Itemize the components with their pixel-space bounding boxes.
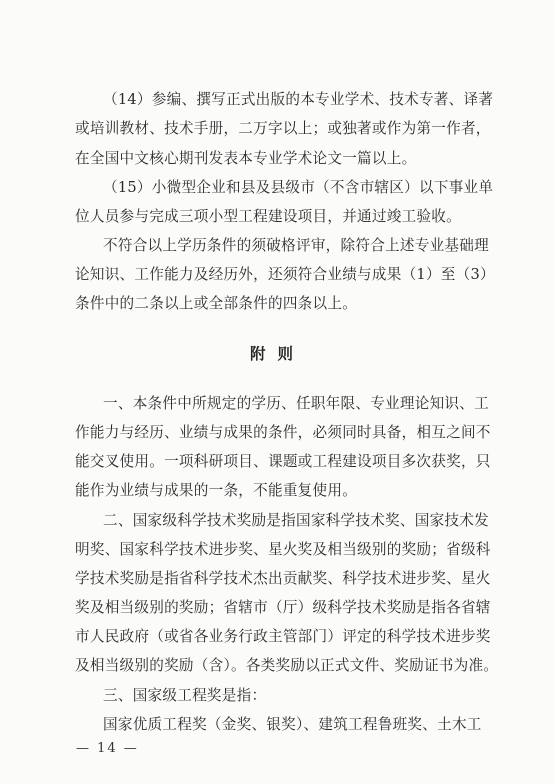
text-line: 及相当级别的奖励（含）。各类奖励以正式文件、奖励证书为准。 <box>75 657 499 674</box>
text-line: 能交叉使用。一项科研项目、课题或工程建设项目多次获奖，只 <box>75 453 491 470</box>
text-line: 明奖、国家科学技术进步奖、星火奖及相当级别的奖励；省级科 <box>75 541 491 558</box>
text-line: 国家优质工程奖（金奖、银奖）、建筑工程鲁班奖、土木工 <box>103 716 482 733</box>
text-line: 学技术奖励是指省科学技术杰出贡献奖、科学技术进步奖、星火 <box>75 570 491 587</box>
text-line: 能作为业绩与成果的一条，不能重复使用。 <box>75 482 358 499</box>
text-line: 奖及相当级别的奖励；省辖市（厅）级科学技术奖励是指各省辖 <box>75 599 491 616</box>
text-line: （14）参编、撰写正式出版的本专业学术、技术专著、译著 <box>103 91 494 108</box>
page-number: — 14 — <box>76 741 139 756</box>
text-line: 在全国中文核心期刊发表本专业学术论文一篇以上。 <box>75 150 417 167</box>
text-line: 不符合以上学历条件的须破格评审，除符合上述专业基础理 <box>103 237 489 254</box>
section-heading: 附则 <box>249 344 305 363</box>
text-line: 二、国家级科学技术奖励是指国家科学技术奖、国家技术发 <box>103 512 489 529</box>
text-line: 论知识、工作能力及经历外，还须符合业绩与成果（1）至（3） <box>75 266 495 283</box>
text-line: 作能力与经历、业绩与成果的条件，必须同时具备，相互之间不 <box>75 424 491 441</box>
text-line: （15）小微型企业和县及县级市（不含市辖区）以下事业单 <box>103 179 494 196</box>
text-line: 市人民政府（或省各业务行政主管部门）评定的科学技术进步奖 <box>75 628 491 645</box>
text-line: 或培训教材、技术手册，二万字以上；或独著或作为第一作者， <box>75 120 491 137</box>
text-line: 三、国家级工程奖是指： <box>103 687 267 704</box>
text-line: 一、本条件中所规定的学历、任职年限、专业理论知识、工 <box>103 395 489 412</box>
text-line: 位人员参与完成三项小型工程建设项目，并通过竣工验收。 <box>75 208 461 225</box>
text-line: 条件中的二条以上或全部条件的四条以上。 <box>75 295 358 312</box>
